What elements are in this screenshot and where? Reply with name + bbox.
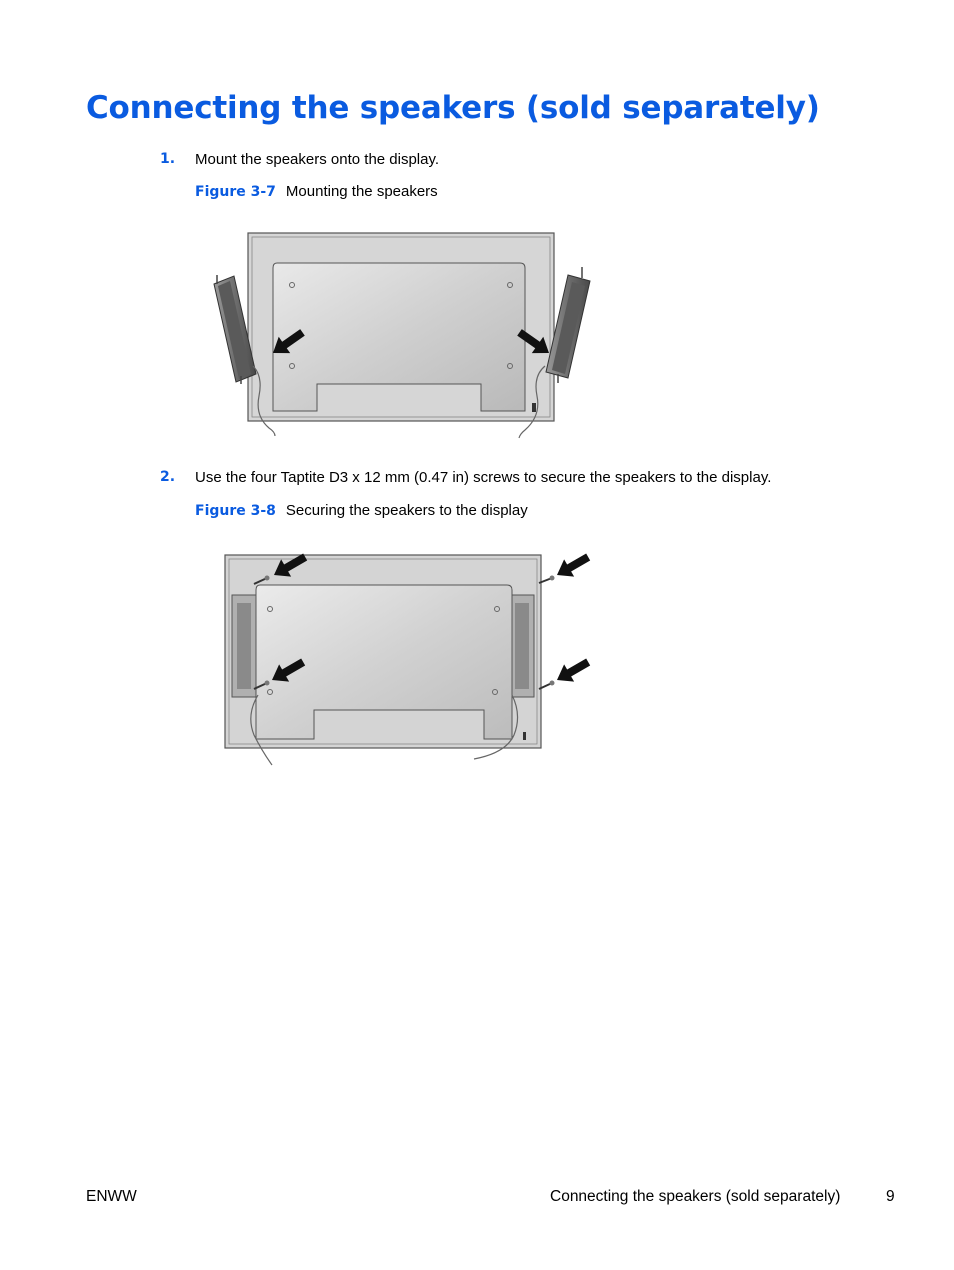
page-title: Connecting the speakers (sold separately) xyxy=(86,90,820,126)
figure-3-8-illustration xyxy=(220,545,600,775)
figure-caption-text: Mounting the speakers xyxy=(285,183,438,200)
arrow-icon xyxy=(552,548,593,583)
footer-section: Connecting the speakers (sold separately) xyxy=(550,1188,841,1205)
step-text: Use the four Taptite D3 x 12 mm (0.47 in) screws to secure the speakers to the display. xyxy=(195,469,772,486)
step-number: 1. xyxy=(160,151,176,167)
figure-3-8-caption xyxy=(195,502,528,519)
figure-label: Figure 3-8 xyxy=(195,503,276,519)
figure-3-7-caption xyxy=(195,183,438,200)
footer-left: ENWW xyxy=(86,1188,137,1205)
page-number: 9 xyxy=(886,1188,895,1205)
figure-3-7-illustration xyxy=(205,226,605,440)
arrow-icon xyxy=(552,653,593,688)
figure-label: Figure 3-7 xyxy=(195,184,276,200)
step-text: Mount the speakers onto the display. xyxy=(195,151,440,168)
step-number: 2. xyxy=(160,469,176,485)
figure-caption-text: Securing the speakers to the display xyxy=(285,502,528,519)
